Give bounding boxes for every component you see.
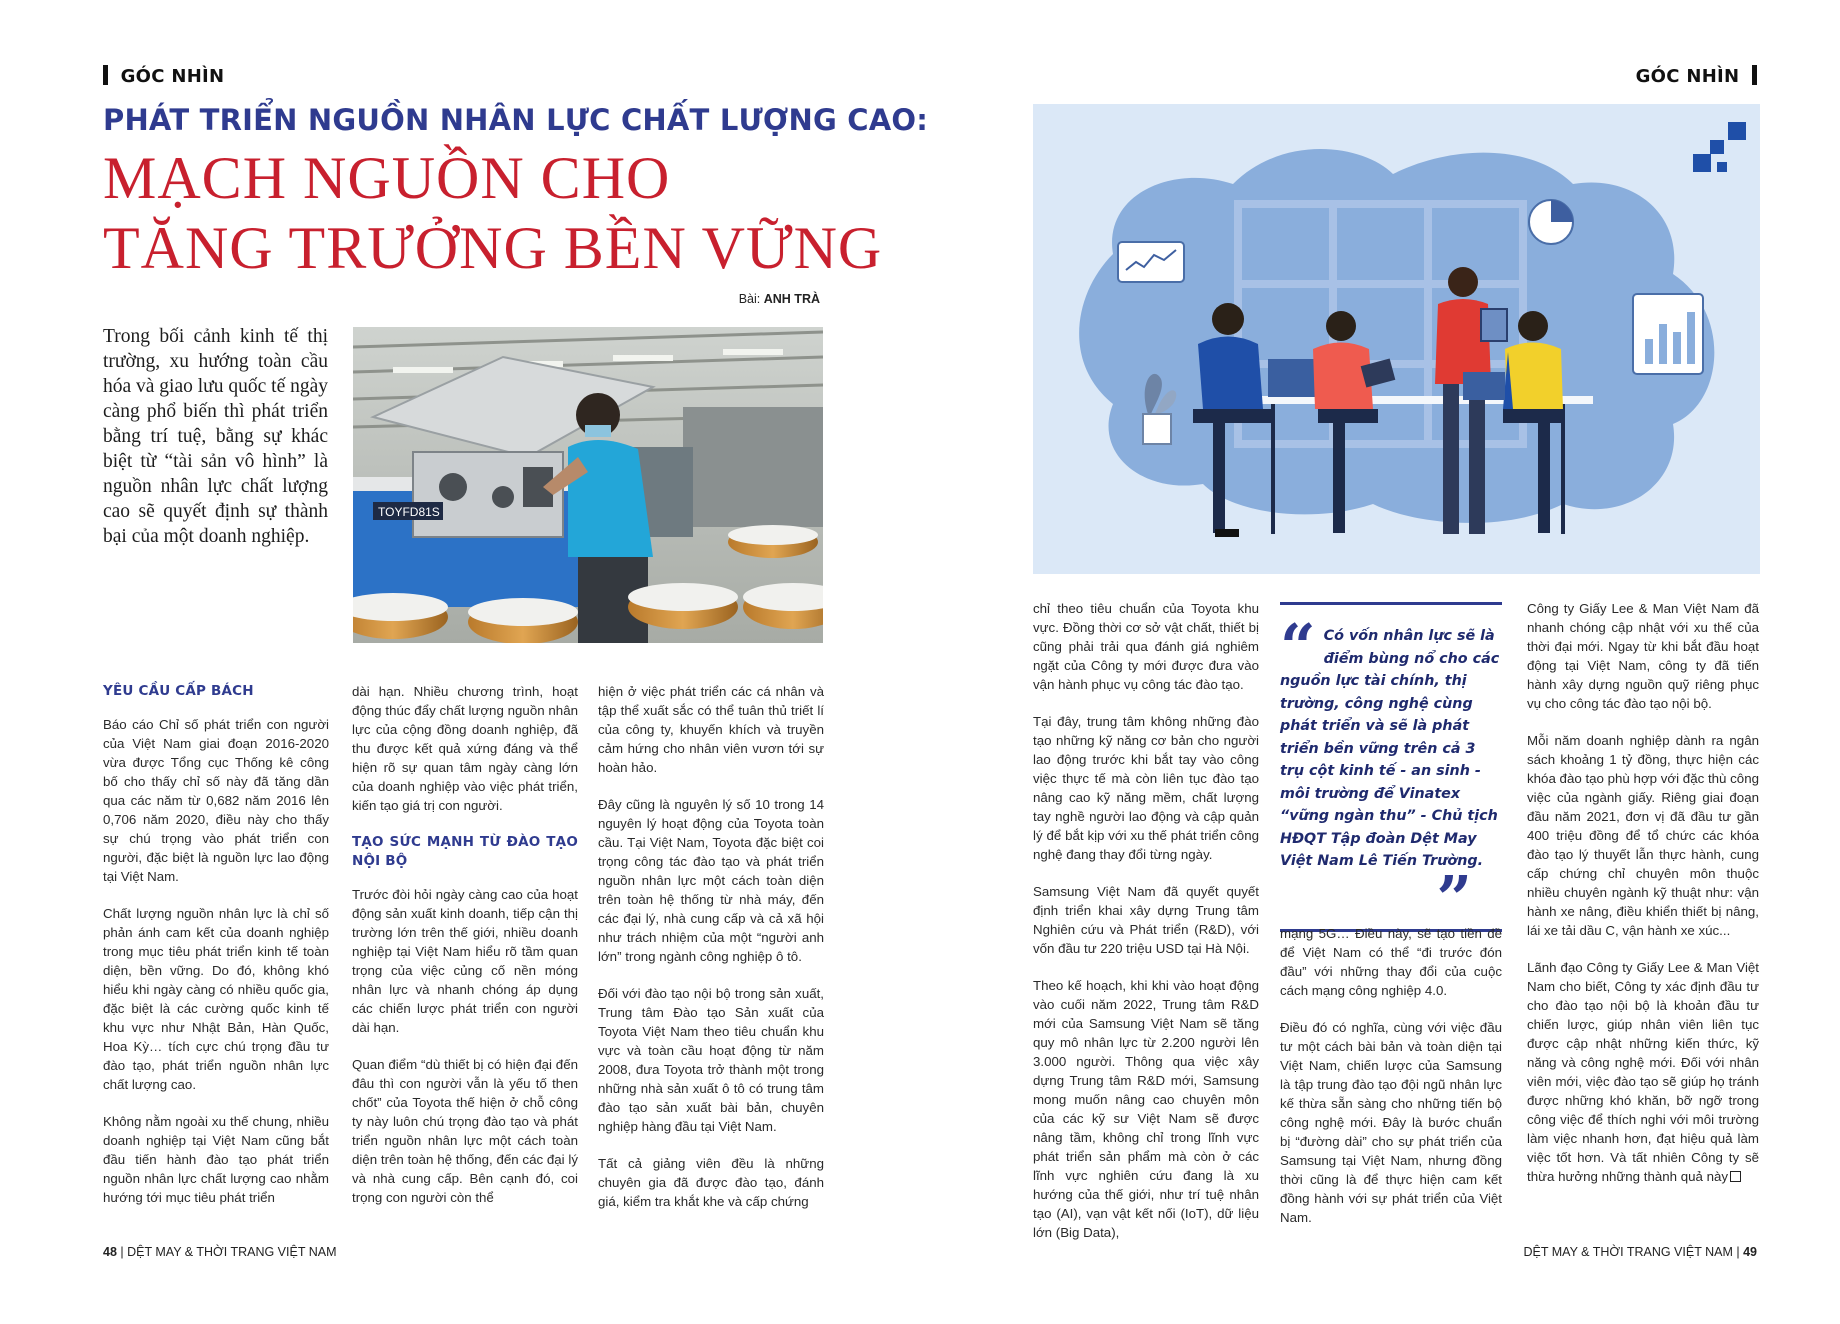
lead-paragraph: Trong bối cảnh kinh tế thị trường, xu hướng toàn cầu hóa và giao lưu quốc tế ngày càng phổ biến thì phát triển bằng trí tuệ, bằng sự khác biệt từ “tài sản vô hình” là nguồn nhân lực chất lượng cao sẽ quyết định sự thành bại của một doanh nghiệp. <box>103 326 329 547</box>
pull-quote <box>1280 602 1502 935</box>
quote-close-icon: ” <box>1436 861 1472 935</box>
footer-right: DỆT MAY & THỜI TRANG VIỆT NAM | 49 <box>1523 1245 1757 1259</box>
section-bar-icon-right <box>1752 65 1757 85</box>
byline-prefix: Bài: <box>738 292 761 306</box>
section-label-text-right: GÓC NHÌN <box>1635 66 1740 87</box>
end-mark-icon <box>1730 1171 1741 1182</box>
section-label-left <box>103 65 224 87</box>
article-title-line1: MẠCH NGUỒN CHO <box>103 145 671 211</box>
col1-paragraph-1: Báo cáo Chỉ số phát triển con người của Việt Nam giai đoạn 2016-2020 vừa được Tổng cục Thống kê công bố cho thấy chỉ số này đã tăng dần qua các năm từ 0,682 năm 2016 lên 0,706 năm 2020, điều này cho thấy sự chú trọng vào phát triển con người, đặc biệt là nguồn lực lao động tại Việt Nam. <box>103 717 329 884</box>
subheading-yeu-cau: YÊU CẦU CẤP BÁCH <box>103 683 254 699</box>
col4-paragraph-1: chỉ theo tiêu chuẩn của Toyota khu vực. Đồng thời cơ sở vật chất, thiết bị cũng phải trải qua đánh giá nghiêm ngặt của Công ty mới được đưa vào vận hành phục vụ công tác đào tạo. <box>1033 601 1259 692</box>
column-2 <box>352 682 578 1225</box>
col1-paragraph-3: Không nằm ngoài xu thế chung, nhiều doanh nghiệp tại Việt Nam cũng bắt đầu tiến hành đào tạo phát triển nguồn nhân lực chất lượng cao nhằm hướng tới mục tiêu phát triển <box>103 1114 329 1205</box>
col3-paragraph-1: hiện ở việc phát triển các cá nhân và tập thể xuất sắc có thể tuân thủ triết lí của công ty, khuyến khích và truyền cảm hứng cho nhân viên vươn tới sự hoàn hảo. <box>598 684 824 775</box>
pie-chart-icon <box>1529 200 1573 244</box>
section-label-text: GÓC NHÌN <box>120 66 225 87</box>
byline <box>739 292 820 306</box>
col6-paragraph-1: Công ty Giấy Lee & Man Việt Nam đã nhanh chóng cập nhật với xu thế của thời đại mới. Ngay từ khi bắt đầu hoạt động tại Việt Nam, công ty đã tiến hành xây dựng nguồn quỹ riêng phục vụ cho công tác đào tạo nội bộ. <box>1527 601 1759 711</box>
line-chart-board-icon <box>1118 242 1184 282</box>
col6-paragraph-3 <box>1527 958 1759 1186</box>
col2-paragraph-2: Trước đòi hỏi ngày càng cao của hoạt động sản xuất kinh doanh, tiếp cận thị trường lớn trên thế giới, nhiều doanh nghiệp tại Việt Nam hiểu rõ tầm quan trọng của việc củng cố nền móng nhân lực và nhanh chóng áp dụng các chiến lược phát triển con người dài hạn. <box>352 887 578 1035</box>
section-label-right <box>1636 65 1757 87</box>
col3-paragraph-2: Đây cũng là nguyên lý số 10 trong 14 nguyên lý hoạt động của Toyota toàn cầu. Tại Việt Nam, Toyota đặc biệt coi trọng công tác đào tạo và phát triển nguồn nhân lực một cách toàn diện trên toàn hệ thống từ nhà máy, đến các đại lý, nhà cung cấp và cả xã hội như trách nhiệm của một “người anh lớn” trong ngành công nghiệp ô tô. <box>598 797 824 964</box>
article-kicker: PHÁT TRIỂN NGUỒN NHÂN LỰC CHẤT LƯỢNG CAO: <box>103 103 929 137</box>
col5-paragraph-1: mạng 5G… Điều này, sẽ tạo tiền đề để Việt Nam có thể “đi trước đón đầu” với những thay đổi của cuộc cách mạng công nghiệp 4.0. <box>1280 926 1502 998</box>
factory-photo <box>353 327 823 643</box>
col4-paragraph-4: Theo kế hoạch, khi khi vào hoạt động vào cuối năm 2022, Trung tâm R&D mới của Samsung Việt Nam sẽ tăng quy mô nhân lực từ 2.200 người lên 3.000 người. Thông qua việc xây dựng Trung tâm R&D mới, Samsung mong muốn nâng cao chuyên môn của các kỹ sư Việt Nam sẽ được nâng tầm, không chỉ trong lĩnh vực phát triển sản phẩm mà còn ở các lĩnh vực nghiên cứu đang là xu hướng của thế giới, như trí tuệ nhân tạo (AI), vạn vật kết nối (IoT), dữ liệu lớn (Big Data), <box>1033 978 1259 1240</box>
col2-paragraph-1: dài hạn. Nhiều chương trình, hoạt động thúc đẩy chất lượng nguồn nhân lực của cộng đồng doanh nghiệp, đã thu được kết quả xứng đáng và thể hiện rõ sự quan tâm ngày càng lớn của doanh nghiệp vào việc phát triển, kiến tạo giá trị con người. <box>352 684 578 813</box>
col4-paragraph-3: Samsung Việt Nam đã quyết quyết định triển khai xây dựng Trung tâm Nghiên cứu và Phát triển (R&D), với vốn đầu tư 220 triệu USD tại Hà Nội. <box>1033 884 1259 956</box>
col4-paragraph-2: Tại đây, trung tâm không những đào tạo những kỹ năng cơ bản cho người lao động trước khi bắt tay vào công việc thực tế mà còn liên tục đào tạo nâng cao kỹ năng mềm, chất lượng tay nghề người lao động và cập quản lý để bắt kịp với xu thế phát triển công nghệ đang thay đổi từng ngày. <box>1033 714 1259 862</box>
section-bar-icon <box>103 65 108 85</box>
magazine-name-left: DỆT MAY & THỜI TRANG VIỆT NAM <box>127 1245 337 1259</box>
col6-paragraph-3-text: Lãnh đạo Công ty Giấy Lee & Man Việt Nam cho biết, Công ty xác định đầu tư cho đào tạo nội bộ là khoản đầu tư chiến lược, giúp nhân viên liên tục được cập nhật những kiến thức, kỹ năng và công nghệ mới. Đối với nhân viên mới, việc đào tạo sẽ giúp họ tránh được những khó khăn, bỡ ngỡ trong công việc để thích nghi với môi trường làm việc nhanh hơn, đạt hiệu quả làm việc tốt hơn. Và tất nhiên Công ty sẽ thừa hưởng những thành quả này <box>1527 960 1759 1184</box>
col1-paragraph-2: Chất lượng nguồn nhân lực là chỉ số phản ánh cam kết của doanh nghiệp trong mục tiêu phát triển kinh tế toàn diện, bền vững. Do đó, không khó hiểu khi ngày càng có nhiều quốc gia, đặc biệt là các cường quốc kinh tế khu vực như Nhật Bản, Hàn Quốc, Hoa Kỳ… tích cực chú trọng đầu tư đào tạo, phát triển nguồn nhân lực chất lượng cao. <box>103 906 329 1092</box>
bar-chart-board-icon <box>1633 294 1703 374</box>
page-number-left: 48 <box>103 1245 117 1259</box>
magazine-name-right: DỆT MAY & THỜI TRANG VIỆT NAM <box>1523 1245 1733 1259</box>
article-title-line2: TĂNG TRƯỞNG BỀN VỮNG <box>103 215 883 281</box>
col6-paragraph-2: Mỗi năm doanh nghiệp dành ra ngân sách khoảng 1 tỷ đồng, thực hiện các khóa đào tạo phù hợp với đặc thù công việc của ngành giấy. Riêng giai đoạn đầu năm 2021, đơn vị đã đầu tư gần 400 triệu đồng để tổ chức các khóa đào tạo lý thuyết lẫn thực hành, cung cấp chứng chỉ chuyên môn thuộc nhiều chuyên ngành kỹ thuật như: vận hành xe nâng, điều khiển thiết bị nâng, lái xe tải dầu C, vận hành xe xúc... <box>1527 733 1759 938</box>
column-4 <box>1033 599 1259 1260</box>
machine-label: TOYFD81S <box>378 505 440 519</box>
col5-paragraph-2: Điều đó có nghĩa, cùng với việc đầu tư một cách bài bản và toàn diện tại Việt Nam, chiến lược của Samsung là tập trung đào tạo đội ngũ nhân lực kế thừa sẵn sàng cho những tiến bộ công nghệ mới. Đây là bước chuẩn bị “đường dài” cho sự phát triển của Samsung tại Việt Nam, nhưng đồng thời cũng là để thực hiện cam kết đồng hành với sự phát triển của Việt Nam. <box>1280 1020 1502 1225</box>
footer-left: 48 | DỆT MAY & THỜI TRANG VIỆT NAM <box>103 1245 337 1259</box>
teamwork-illustration-svg <box>1033 104 1760 574</box>
column-5 <box>1280 924 1502 1245</box>
quote-open-icon: “ <box>1280 610 1316 683</box>
column-6 <box>1527 599 1759 1204</box>
pull-quote-text: Có vốn nhân lực sẽ là điểm bùng nổ cho các nguồn lực tài chính, thị trường, công nghệ cùng phát triển và sẽ là phát triển bền vững trên cả 3 trụ cột kinh tế - an sinh - môi trường để Vinatex “vững ngàn thu” - Chủ tịch HĐQT Tập đoàn Dệt May Việt Nam Lê Tiến Trường. <box>1280 628 1500 869</box>
teamwork-illustration <box>1033 104 1760 574</box>
col2-paragraph-3: Quan điểm “dù thiết bị có hiện đại đến đâu thì con người vẫn là yếu tố then chốt” của Toyota thế hiện ở chỗ công ty này luôn chú trọng đào tạo và phát triển nguồn nhân lực một cách toàn diện trên toàn hệ thống, đến các đại lý và nhà cung cấp. Bên cạnh đó, coi trọng con người còn thể <box>352 1057 578 1205</box>
column-1 <box>103 682 329 1225</box>
col3-paragraph-4: Tất cả giảng viên đều là những chuyên gia đã được đào tạo, đánh giá, kiểm tra khắt khe và cấp chứng <box>598 1156 824 1209</box>
column-3 <box>598 682 824 1229</box>
factory-photo-svg <box>353 327 823 643</box>
page-number-right: 49 <box>1743 1245 1757 1259</box>
byline-author: ANH TRÀ <box>763 292 820 306</box>
subheading-dao-tao: TẠO SỨC MẠNH TỪ ĐÀO TẠO NỘI BỘ <box>352 834 578 869</box>
col3-paragraph-3: Đối với đào tạo nội bộ trong sản xuất, Trung tâm Đào tạo Sản xuất của Toyota Việt Nam theo tiêu chuẩn khu vực và toàn cầu hoạt động từ năm 2008, đưa Toyota trở thành một trong những nhà sản xuất ô tô có trung tâm đào tạo sản xuất bài bản, chuyên nghiệp hàng đầu tại Việt Nam. <box>598 986 824 1134</box>
